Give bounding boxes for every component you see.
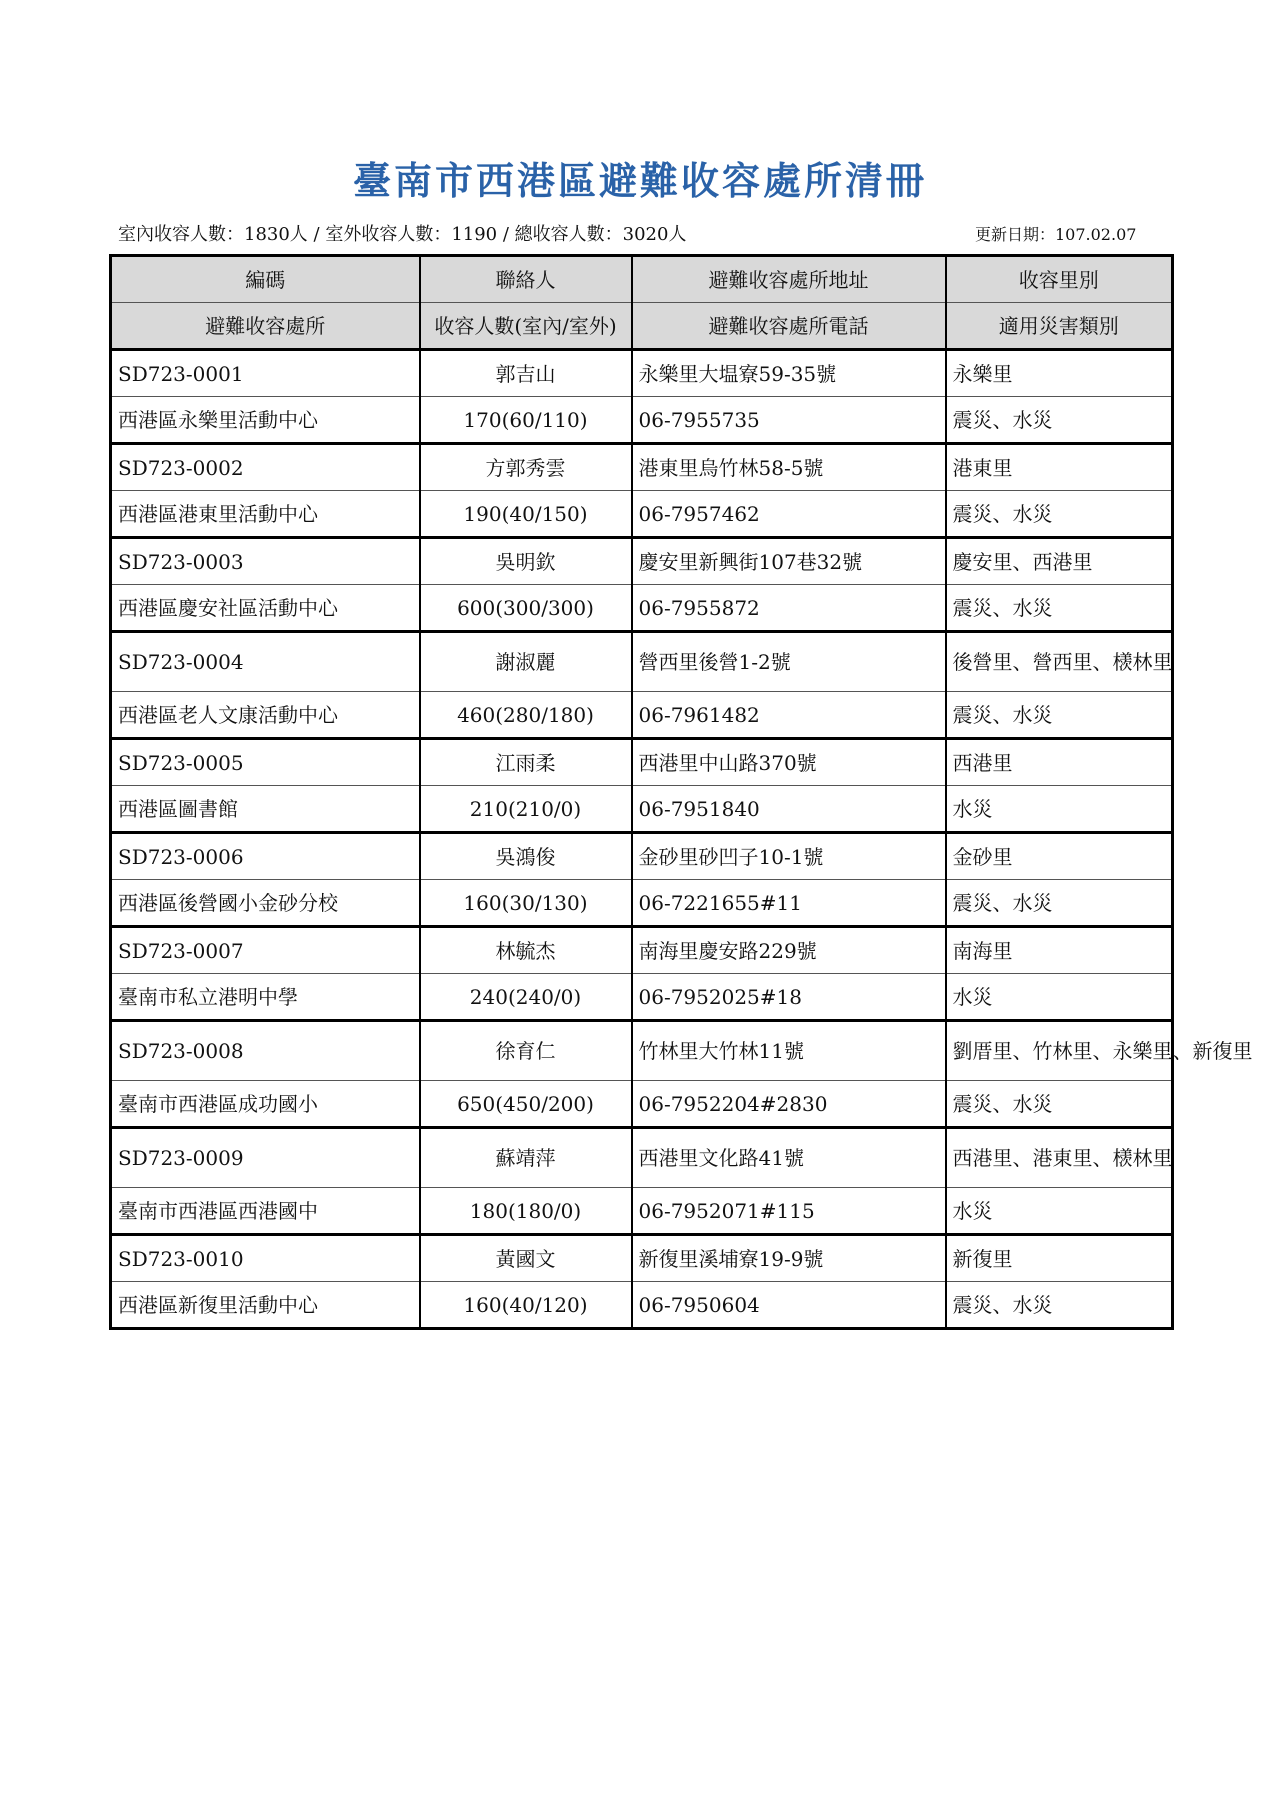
header-capacity: 收容人數(室內/室外) <box>420 303 632 350</box>
header-code: 編碼 <box>111 256 420 303</box>
shelter-address: 新復里溪埔寮19-9號 <box>632 1235 946 1282</box>
contact-person: 林毓杰 <box>420 927 632 974</box>
table-row <box>111 538 1173 585</box>
capacity-summary: 室內收容人數：1830人 / 室外收容人數：1190 / 總收容人數：3020人 <box>118 224 687 245</box>
shelter-table <box>109 254 1253 1330</box>
shelter-phone: 06-7950604 <box>632 1282 946 1329</box>
table-row <box>111 632 1173 692</box>
shelter-capacity: 160(40/120) <box>420 1282 632 1329</box>
shelter-entry <box>111 444 1173 538</box>
shelter-entry <box>111 927 1173 1021</box>
shelter-entry <box>111 538 1173 632</box>
update-date: 更新日期：107.02.07 <box>975 225 1137 244</box>
page-title: 臺南市西港區避難收容處所清冊 <box>352 158 927 203</box>
shelter-entry <box>111 1128 1173 1235</box>
table-row <box>111 739 1173 786</box>
served-villages: 後營里、營西里、檨林里 <box>946 632 1173 692</box>
shelter-phone: 06-7961482 <box>632 692 946 739</box>
shelter-address: 營西里後營1-2號 <box>632 632 946 692</box>
shelter-capacity: 180(180/0) <box>420 1188 632 1235</box>
shelter-name: 臺南市西港區西港國中 <box>111 1188 420 1235</box>
shelter-capacity: 160(30/130) <box>420 880 632 927</box>
header-phone: 避難收容處所電話 <box>632 303 946 350</box>
shelter-capacity: 650(450/200) <box>420 1081 632 1128</box>
shelter-name: 西港區永樂里活動中心 <box>111 397 420 444</box>
shelter-code: SD723-0010 <box>111 1235 420 1282</box>
shelter-phone: 06-7952025#18 <box>632 974 946 1021</box>
table-row <box>111 1282 1173 1329</box>
header-row-1 <box>111 256 1173 303</box>
header-row-2 <box>111 303 1173 350</box>
table-row <box>111 1235 1173 1282</box>
shelter-name: 西港區港東里活動中心 <box>111 491 420 538</box>
shelter-phone: 06-7955872 <box>632 585 946 632</box>
contact-person: 江雨柔 <box>420 739 632 786</box>
shelter-name: 西港區老人文康活動中心 <box>111 692 420 739</box>
shelter-name: 臺南市西港區成功國小 <box>111 1081 420 1128</box>
contact-person: 謝淑麗 <box>420 632 632 692</box>
hazard-types: 震災、水災 <box>946 880 1173 927</box>
served-villages: 金砂里 <box>946 833 1173 880</box>
hazard-types: 震災、水災 <box>946 491 1173 538</box>
table-row <box>111 927 1173 974</box>
shelter-phone: 06-7952071#115 <box>632 1188 946 1235</box>
shelter-address: 金砂里砂凹子10-1號 <box>632 833 946 880</box>
contact-person: 黃國文 <box>420 1235 632 1282</box>
shelter-address: 西港里文化路41號 <box>632 1128 946 1188</box>
shelter-phone: 06-7957462 <box>632 491 946 538</box>
shelter-code: SD723-0006 <box>111 833 420 880</box>
shelter-capacity: 210(210/0) <box>420 786 632 833</box>
shelter-code: SD723-0009 <box>111 1128 420 1188</box>
shelter-code: SD723-0004 <box>111 632 420 692</box>
shelter-code: SD723-0005 <box>111 739 420 786</box>
shelter-name: 西港區新復里活動中心 <box>111 1282 420 1329</box>
header-shelter-name: 避難收容處所 <box>111 303 420 350</box>
contact-person: 蘇靖萍 <box>420 1128 632 1188</box>
shelter-phone: 06-7951840 <box>632 786 946 833</box>
shelter-address: 港東里烏竹林58-5號 <box>632 444 946 491</box>
shelter-phone: 06-7955735 <box>632 397 946 444</box>
table-row <box>111 491 1173 538</box>
table-row <box>111 444 1173 491</box>
shelter-address: 竹林里大竹林11號 <box>632 1021 946 1081</box>
shelter-entry <box>111 739 1173 833</box>
header-contact: 聯絡人 <box>420 256 632 303</box>
shelter-name: 西港區慶安社區活動中心 <box>111 585 420 632</box>
served-villages: 西港里 <box>946 739 1173 786</box>
contact-person: 吳明欽 <box>420 538 632 585</box>
contact-person: 郭吉山 <box>420 350 632 397</box>
hazard-types: 水災 <box>946 1188 1173 1235</box>
contact-person: 徐育仁 <box>420 1021 632 1081</box>
table-row <box>111 350 1173 397</box>
table-row <box>111 397 1173 444</box>
shelter-code: SD723-0002 <box>111 444 420 491</box>
served-villages: 永樂里 <box>946 350 1173 397</box>
shelter-entry <box>111 833 1173 927</box>
shelter-entry <box>111 632 1173 739</box>
shelter-code: SD723-0008 <box>111 1021 420 1081</box>
shelter-capacity: 600(300/300) <box>420 585 632 632</box>
shelter-name: 西港區圖書館 <box>111 786 420 833</box>
shelter-address: 永樂里大塭寮59-35號 <box>632 350 946 397</box>
shelter-code: SD723-0007 <box>111 927 420 974</box>
header-hazards: 適用災害類別 <box>946 303 1173 350</box>
table-row <box>111 585 1173 632</box>
hazard-types: 震災、水災 <box>946 585 1173 632</box>
shelter-address: 西港里中山路370號 <box>632 739 946 786</box>
shelter-name: 西港區後營國小金砂分校 <box>111 880 420 927</box>
table-row <box>111 692 1173 739</box>
served-villages: 慶安里、西港里 <box>946 538 1173 585</box>
hazard-types: 震災、水災 <box>946 692 1173 739</box>
header-address: 避難收容處所地址 <box>632 256 946 303</box>
shelter-entry <box>111 1235 1173 1329</box>
table-row <box>111 880 1173 927</box>
table-row <box>111 1188 1173 1235</box>
shelter-entry <box>111 350 1173 444</box>
shelter-capacity: 190(40/150) <box>420 491 632 538</box>
served-villages: 劉厝里、竹林里、永樂里、新復里 <box>946 1021 1173 1081</box>
shelter-capacity: 240(240/0) <box>420 974 632 1021</box>
hazard-types: 震災、水災 <box>946 1081 1173 1128</box>
shelter-code: SD723-0003 <box>111 538 420 585</box>
served-villages: 南海里 <box>946 927 1173 974</box>
shelter-phone: 06-7221655#11 <box>632 880 946 927</box>
hazard-types: 震災、水災 <box>946 397 1173 444</box>
shelter-phone: 06-7952204#2830 <box>632 1081 946 1128</box>
hazard-types: 水災 <box>946 974 1173 1021</box>
table-row <box>111 786 1173 833</box>
table-row <box>111 1081 1173 1128</box>
served-villages: 西港里、港東里、檨林里 <box>946 1128 1173 1188</box>
shelter-code: SD723-0001 <box>111 350 420 397</box>
shelter-capacity: 460(280/180) <box>420 692 632 739</box>
table-row <box>111 974 1173 1021</box>
hazard-types: 震災、水災 <box>946 1282 1173 1329</box>
contact-person: 方郭秀雲 <box>420 444 632 491</box>
table-row <box>111 833 1173 880</box>
table-row <box>111 1021 1173 1081</box>
shelter-capacity: 170(60/110) <box>420 397 632 444</box>
header-villages: 收容里別 <box>946 256 1173 303</box>
shelter-entry <box>111 1021 1253 1128</box>
contact-person: 吳鴻俊 <box>420 833 632 880</box>
served-villages: 港東里 <box>946 444 1173 491</box>
shelter-address: 南海里慶安路229號 <box>632 927 946 974</box>
table-row <box>111 1128 1173 1188</box>
shelter-name: 臺南市私立港明中學 <box>111 974 420 1021</box>
hazard-types: 水災 <box>946 786 1173 833</box>
shelter-address: 慶安里新興街107巷32號 <box>632 538 946 585</box>
served-villages: 新復里 <box>946 1235 1173 1282</box>
